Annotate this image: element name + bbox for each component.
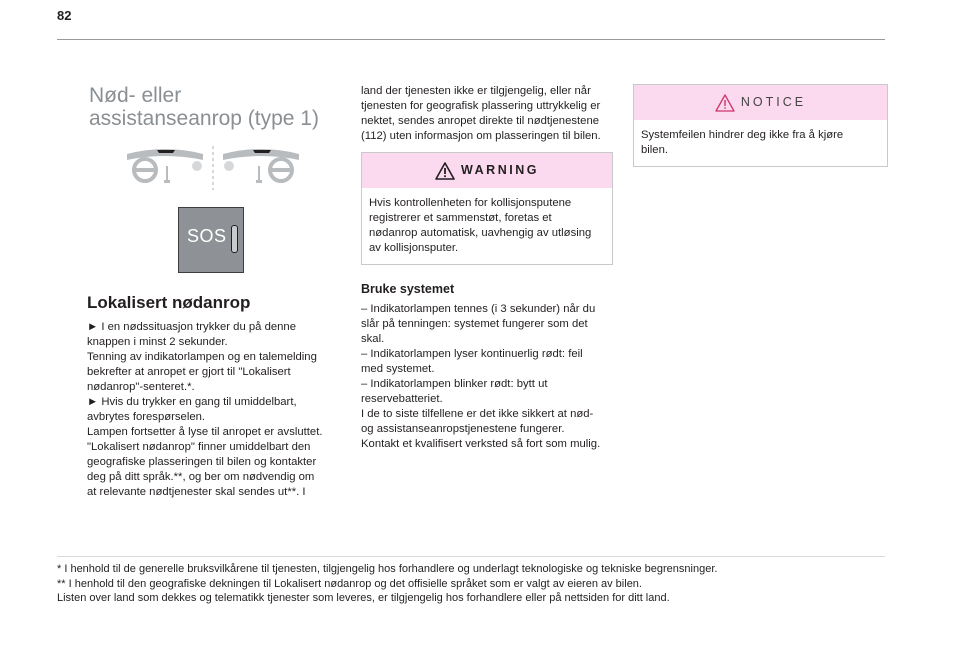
warning-box	[361, 152, 613, 265]
page-number: 82	[57, 8, 72, 23]
section-title: Nød- eller assistanseanrop (type 1)	[89, 84, 319, 130]
sos-button-illustration	[178, 207, 244, 273]
notice-triangle-icon	[715, 94, 735, 112]
footnote-2: ** I henhold til den geografiske dekningen til Lokalisert nødanrop og det offisielle språket som er valgt av eieren av bilen.	[57, 577, 642, 590]
notice-body: Systemfeilen hindrer deg ikke fra å kjøre bilen.	[641, 129, 844, 156]
warning-title: WARNING	[461, 163, 539, 177]
footer-divider	[57, 556, 885, 557]
left-dashboard-icon	[127, 149, 203, 183]
footnotes	[57, 562, 887, 606]
footnote-1: * I henhold til de generelle bruksvilkårene til tjenesten, tilgjengelig hos forhandlere og underlagt teknologiske og tekniske begrensninger.	[57, 563, 718, 575]
footnote-3: Listen over land som dekkes og telematikk tjenester som leveres, er tilgjengelig hos forhandlere eller på nettsiden for ditt land.	[57, 592, 670, 604]
warning-body: Hvis kontrollenheten for kollisjonsputene registrerer et sammenstøt, foretas et nødanrop automatisk, uavhengig av utløsing av kollisjonsputer.	[369, 197, 592, 254]
warning-header	[362, 153, 612, 188]
heading-bruke-systemet: Bruke systemet	[361, 282, 455, 296]
dashboard-illustration	[87, 144, 339, 194]
notice-box	[633, 84, 888, 167]
sos-label: SOS	[187, 226, 227, 246]
heading-lokalisert-nodanrop: Lokalisert nødanrop	[87, 293, 251, 312]
warning-triangle-icon	[435, 162, 455, 180]
indicator-lamp	[231, 225, 238, 253]
column-2-body: – Indikatorlampen tennes (i 3 sekunder) når du slår på tenningen: systemet fungerer som det skal. – Indikatorlampen lyser kontinuerlig rødt: feil med systemet. – Indikatorlampen blinker rødt: bytt ut reservebatteriet. I de to siste tilfellene er det ikke sikkert at nød- og assistanseanropstjenestene fungerer. Kontakt et kvalifisert verksted så fort som mulig.	[361, 303, 601, 450]
right-dashboard-icon	[223, 149, 299, 183]
column-2	[361, 84, 613, 452]
notice-title: NOTICE	[740, 95, 807, 109]
column-1-body: ► I en nødssituasjon trykker du på denne knappen i minst 2 sekunder. Tenning av indikatorlampen og en talemelding bekrefter at anropet er gjort til "Lokalisert nødanrop"-senteret.*. ► Hvis du trykker en gang til umiddelbart, avbrytes forespørselen. Lampen fortsetter å lyse til anropet er avsluttet. "Lokalisert nødanrop" finner umiddelbart den geografiske plasseringen til bilen og kontakter deg på ditt språk.**, og ber om nødvendig om at relevante nødtjenester skal sendes ut**. I	[87, 321, 323, 498]
column-1	[87, 84, 339, 500]
header-divider	[57, 39, 885, 40]
column-3	[633, 84, 888, 167]
column-2-continuation: land der tjenesten ikke er tilgjengelig, eller når tjenesten for geografisk plassering uttrykkelig er nektet, sendes anropet direkte til nødtjenestene (112) uten informasjon om plasseringen til bilen.	[361, 85, 601, 142]
notice-header	[634, 85, 887, 120]
